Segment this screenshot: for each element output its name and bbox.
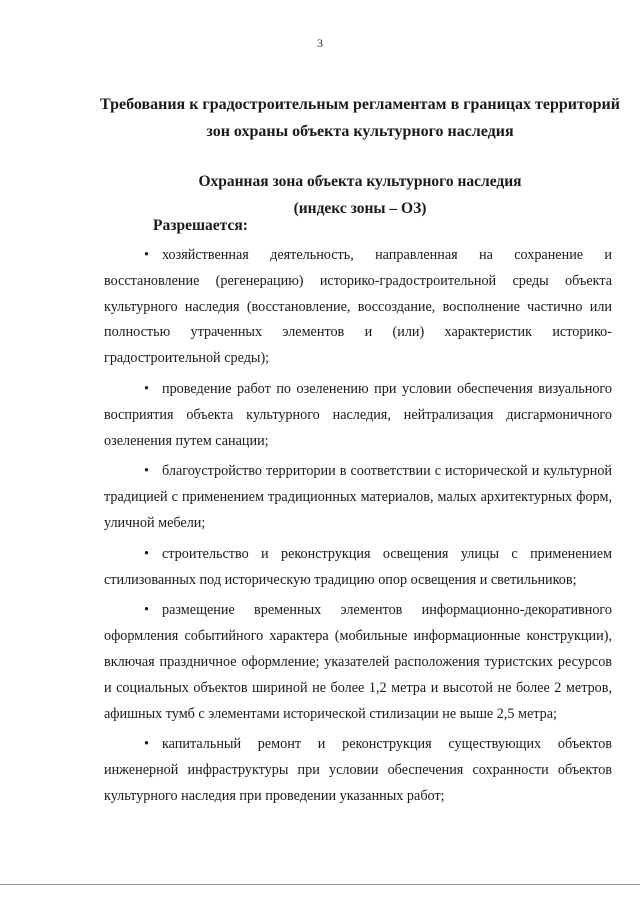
bullet-icon: • [144, 545, 149, 562]
list-item-text: благоустройство территории в соответствии с исторической и культурной традицией с применением традиционных материалов, малых архитектурных форм, уличной мебели; [104, 463, 612, 531]
list-item [104, 459, 612, 536]
bullet-icon: • [144, 602, 149, 619]
bullet-icon: • [144, 380, 149, 397]
bullet-icon: • [144, 247, 149, 263]
list-item [104, 542, 612, 594]
page-number: 3 [317, 36, 323, 50]
list-item [104, 732, 612, 809]
allowed-list [104, 243, 612, 815]
list-item-text: хозяйственная деятельность, направленная на сохранение и восстановление (регенерацию) историко-градостроительной среды объекта культурного наследия (восстановление, воссоздание, восполнение частично или полностью утраченных элементов и (или) характеристик историко-градостроительной среды); [104, 247, 612, 367]
zone-index: (индекс зоны – ОЗ) [293, 200, 427, 217]
allowed-heading: Разрешается: [153, 217, 248, 234]
list-item-text: капитальный ремонт и реконструкция существующих объектов инженерной инфраструктуры при условии обеспечения сохранности объектов культурного наследия при проведении указанных работ; [104, 736, 612, 804]
page-bottom-divider [0, 884, 640, 885]
list-item [104, 598, 612, 727]
zone-heading [100, 168, 620, 222]
list-item-text: размещение временных элементов информационно-декоративного оформления событийного характера (мобильные информационные конструкции), включая праздничное оформление; указателей расположения туристских ресурсов и социальных объектов шириной не более 1,2 метра и высотой не более 2 метров, афишных тумб с элементами исторической стилизации не выше 2,5 метра; [104, 602, 612, 722]
list-item-text: строительство и реконструкция освещения улицы с применением стилизованных под историческую традицию опор освещения и светильников; [104, 545, 612, 588]
zone-title: Охранная зона объекта культурного наследия [198, 173, 522, 190]
bullet-icon: • [144, 736, 149, 753]
bullet-icon: • [144, 463, 149, 480]
list-item-text: проведение работ по озеленению при условии обеспечения визуального восприятия объекта культурного наследия, нейтрализация дисгармоничного озеленения путем санации; [104, 380, 612, 449]
list-item [104, 243, 612, 372]
document-title: Требования к градостроительным регламентам в границах территорий зон охраны объекта культурного наследия [100, 96, 620, 140]
list-item [104, 377, 612, 454]
